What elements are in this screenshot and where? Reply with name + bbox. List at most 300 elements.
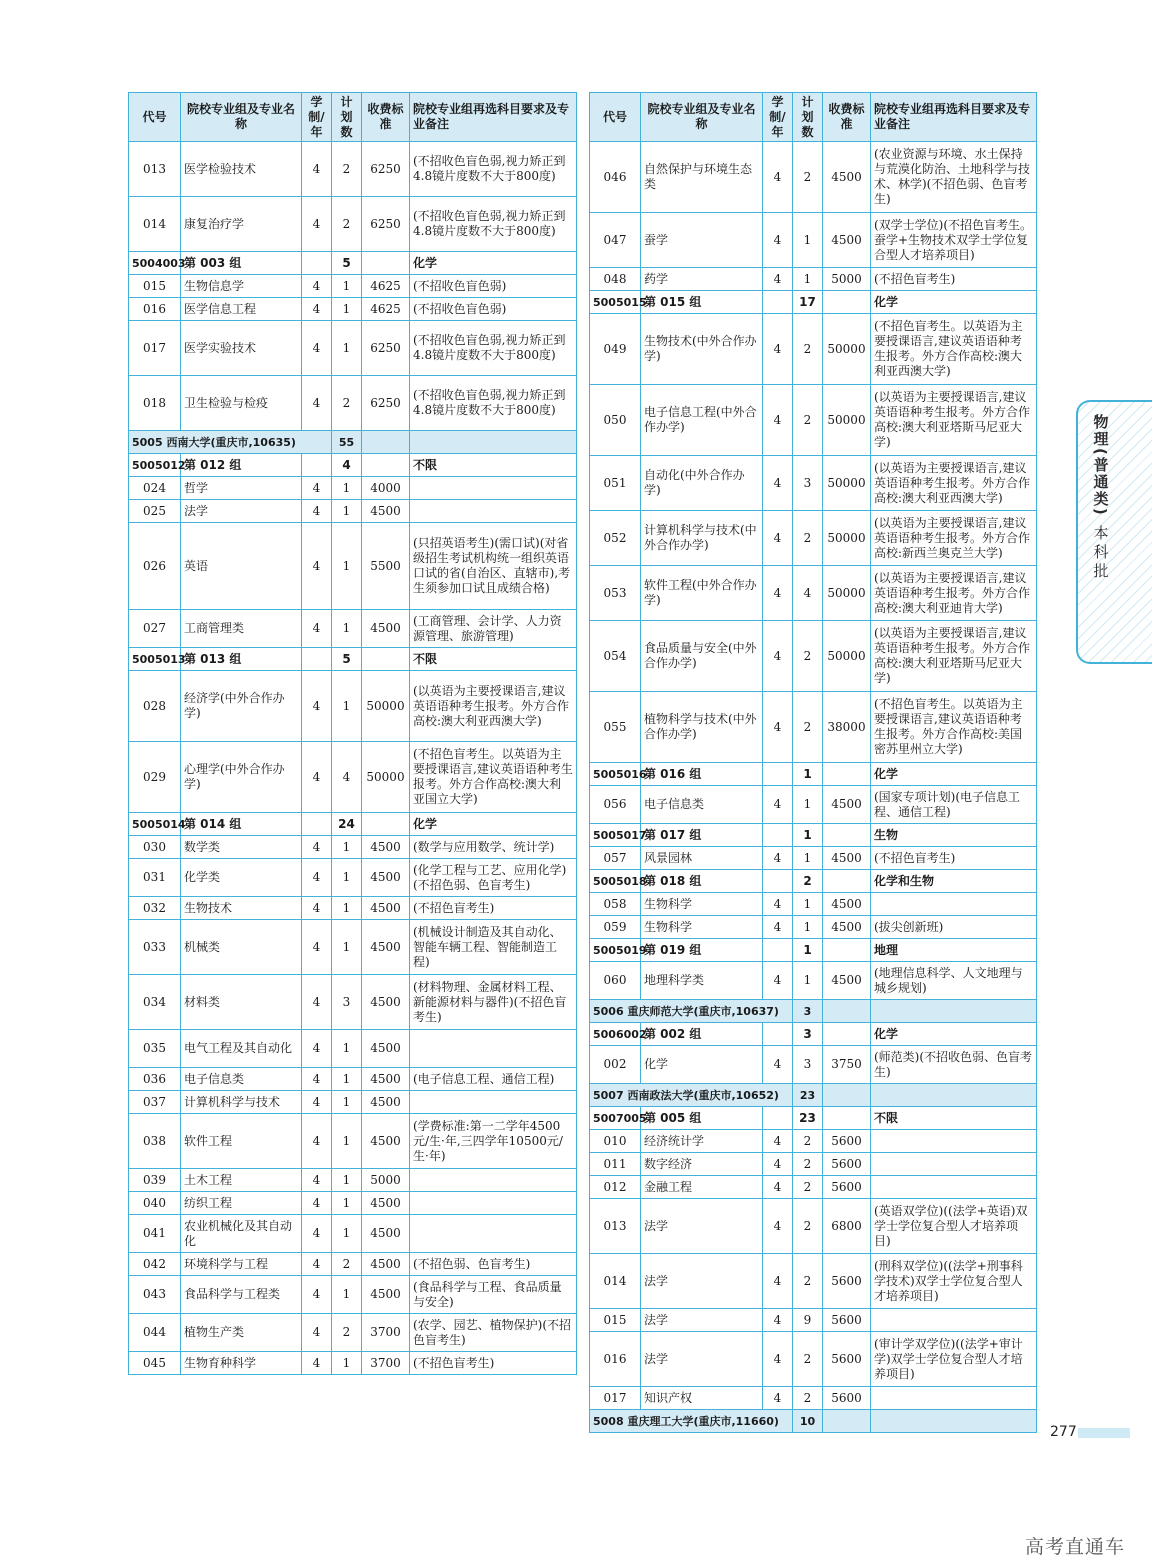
fee-cell: 50000	[823, 456, 871, 511]
code-cell: 056	[590, 786, 641, 824]
table-row	[590, 916, 1037, 939]
group-row	[129, 813, 577, 836]
plan-cell: 1	[793, 763, 823, 786]
university-row	[129, 431, 577, 454]
major-name-cell: 法学	[181, 500, 302, 523]
years-cell: 4	[302, 142, 332, 197]
group-row	[590, 870, 1037, 893]
fee-cell: 4500	[362, 1192, 410, 1215]
years-cell: 4	[763, 142, 793, 213]
major-name-cell: 第 003 组	[181, 252, 302, 275]
notes-cell: (以英语为主要授课语言,建议英语语种考生报考。外方合作高校:澳大利亚塔斯马尼亚大学)	[871, 621, 1037, 692]
notes-cell: (只招英语考生)(需口试)(对省级招生考试机构统一组织英语口试的省(自治区、直辖市),考生须参加口试且成绩合格)	[410, 523, 577, 610]
notes-cell: (以英语为主要授课语言,建议英语语种考生报考。外方合作高校:澳大利亚西澳大学)	[871, 456, 1037, 511]
plan-cell: 3	[332, 975, 362, 1030]
years-cell	[763, 1023, 793, 1046]
plan-cell: 2	[793, 314, 823, 385]
table-row	[590, 566, 1037, 621]
fee-cell: 6250	[362, 321, 410, 376]
code-cell: 055	[590, 692, 641, 763]
table-row	[129, 376, 577, 431]
fee-cell: 50000	[823, 511, 871, 566]
code-cell: 024	[129, 477, 181, 500]
table-row	[590, 213, 1037, 268]
notes-cell: (不招色盲考生。以英语为主要授课语言,建议英语语种考生报考。外方合作高校:美国密苏里州立大学)	[871, 692, 1037, 763]
fee-cell: 5600	[823, 1254, 871, 1309]
notes-cell: (电子信息工程、通信工程)	[410, 1068, 577, 1091]
code-cell: 041	[129, 1215, 181, 1253]
major-name-cell: 医学实验技术	[181, 321, 302, 376]
table-row	[129, 500, 577, 523]
plan-cell: 3	[793, 456, 823, 511]
plan-cell: 2	[793, 692, 823, 763]
fee-cell: 38000	[823, 692, 871, 763]
code-cell: 038	[129, 1114, 181, 1169]
major-name-cell: 哲学	[181, 477, 302, 500]
group-row	[590, 763, 1037, 786]
table-row	[590, 142, 1037, 213]
fee-cell: 4500	[362, 1253, 410, 1276]
code-cell: 026	[129, 523, 181, 610]
years-cell: 4	[763, 1046, 793, 1084]
fee-cell: 50000	[362, 742, 410, 813]
years-cell: 4	[302, 275, 332, 298]
code-cell: 5004003	[129, 252, 181, 275]
fee-cell	[362, 648, 410, 671]
code-cell: 045	[129, 1352, 181, 1375]
years-cell: 4	[302, 975, 332, 1030]
notes-cell	[410, 500, 577, 523]
table-row	[129, 1215, 577, 1253]
fee-cell: 50000	[823, 621, 871, 692]
table-row	[590, 1309, 1037, 1332]
years-cell: 4	[763, 1254, 793, 1309]
plan-cell: 1	[793, 916, 823, 939]
plan-cell: 2	[793, 1332, 823, 1387]
university-name-cell: 5005 西南大学(重庆市,10635)	[129, 431, 332, 454]
code-cell: 016	[129, 298, 181, 321]
plan-cell: 1	[332, 610, 362, 648]
plan-cell: 2	[793, 1387, 823, 1410]
table-row	[129, 1314, 577, 1352]
plan-cell: 2	[332, 1253, 362, 1276]
empty-cell	[871, 1084, 1037, 1107]
notes-cell	[871, 893, 1037, 916]
group-row	[590, 939, 1037, 962]
code-cell: 031	[129, 859, 181, 897]
notes-cell: 化学	[410, 813, 577, 836]
notes-cell: (双学士学位)(不招色盲考生。蚕学+生物技术双学士学位复合型人才培养项目)	[871, 213, 1037, 268]
fee-cell: 4625	[362, 298, 410, 321]
notes-cell: (不招收色盲色弱)	[410, 275, 577, 298]
code-cell: 014	[590, 1254, 641, 1309]
table-row	[590, 962, 1037, 1000]
years-cell: 4	[763, 268, 793, 291]
fee-cell: 4500	[362, 1030, 410, 1068]
major-name-cell: 计算机科学与技术	[181, 1091, 302, 1114]
code-cell: 016	[590, 1332, 641, 1387]
code-cell: 014	[129, 197, 181, 252]
major-name-cell: 医学检验技术	[181, 142, 302, 197]
years-cell: 4	[302, 1276, 332, 1314]
notes-cell: (不招收色盲色弱,视力矫正到4.8镜片度数不大于800度)	[410, 321, 577, 376]
notes-cell: (以英语为主要授课语言,建议英语语种考生报考。外方合作高校:新西兰奥克兰大学)	[871, 511, 1037, 566]
plan-cell: 2	[793, 870, 823, 893]
code-cell: 5005014	[129, 813, 181, 836]
header-plan: 计划数	[793, 93, 823, 142]
table-row	[129, 1192, 577, 1215]
plan-cell: 1	[332, 275, 362, 298]
header-name: 院校专业组及专业名称	[181, 93, 302, 142]
notes-cell: (不招收色盲色弱)	[410, 298, 577, 321]
table-row	[129, 1030, 577, 1068]
fee-cell: 4000	[362, 477, 410, 500]
table-row	[590, 511, 1037, 566]
code-cell: 032	[129, 897, 181, 920]
major-name-cell: 计算机科学与技术(中外合作办学)	[641, 511, 763, 566]
years-cell: 4	[763, 314, 793, 385]
plan-cell: 2	[793, 1199, 823, 1254]
major-name-cell: 自动化(中外合作办学)	[641, 456, 763, 511]
table-row	[129, 1352, 577, 1375]
major-name-cell: 第 012 组	[181, 454, 302, 477]
plan-cell: 1	[793, 939, 823, 962]
notes-cell: (数学与应用数学、统计学)	[410, 836, 577, 859]
header-plan: 计划数	[332, 93, 362, 142]
code-cell: 036	[129, 1068, 181, 1091]
empty-cell	[871, 1410, 1037, 1433]
fee-cell: 4500	[362, 1114, 410, 1169]
plan-cell: 2	[793, 142, 823, 213]
university-name-cell: 5008 重庆理工大学(重庆市,11660)	[590, 1410, 793, 1433]
table-row	[590, 1332, 1037, 1387]
code-cell: 5005016	[590, 763, 641, 786]
code-cell: 5007005	[590, 1107, 641, 1130]
notes-cell: 化学和生物	[871, 870, 1037, 893]
code-cell: 040	[129, 1192, 181, 1215]
code-cell: 012	[590, 1176, 641, 1199]
notes-cell: (学费标准:第一二学年4500元/生·年,三四学年10500元/生·年)	[410, 1114, 577, 1169]
notes-cell: (不招色盲考生。以英语为主要授课语言,建议英语语种考生报考。外方合作高校:澳大利亚国立大学)	[410, 742, 577, 813]
years-cell: 4	[763, 511, 793, 566]
notes-cell: (化学工程与工艺、应用化学)(不招色弱、色盲考生)	[410, 859, 577, 897]
major-name-cell: 第 018 组	[641, 870, 763, 893]
code-cell: 5005012	[129, 454, 181, 477]
plan-cell: 2	[793, 1176, 823, 1199]
header-years: 学制/年	[763, 93, 793, 142]
plan-cell: 2	[793, 1130, 823, 1153]
major-name-cell: 化学类	[181, 859, 302, 897]
fee-cell: 4500	[823, 916, 871, 939]
major-name-cell: 生物技术(中外合作办学)	[641, 314, 763, 385]
fee-cell: 3700	[362, 1314, 410, 1352]
years-cell: 4	[302, 523, 332, 610]
fee-cell: 4500	[362, 1091, 410, 1114]
plan-cell: 1	[793, 786, 823, 824]
table-row	[129, 298, 577, 321]
plan-cell: 1	[332, 500, 362, 523]
major-name-cell: 第 016 组	[641, 763, 763, 786]
plan-cell: 4	[332, 742, 362, 813]
university-row	[590, 1000, 1037, 1023]
code-cell: 5005013	[129, 648, 181, 671]
major-name-cell: 经济学(中外合作办学)	[181, 671, 302, 742]
fee-cell: 4500	[823, 786, 871, 824]
fee-cell	[823, 291, 871, 314]
code-cell: 049	[590, 314, 641, 385]
years-cell: 4	[763, 456, 793, 511]
table-row	[129, 275, 577, 298]
code-cell: 5005018	[590, 870, 641, 893]
header-years: 学制/年	[302, 93, 332, 142]
university-name-cell: 5006 重庆师范大学(重庆市,10637)	[590, 1000, 793, 1023]
years-cell	[302, 813, 332, 836]
code-cell: 5005017	[590, 824, 641, 847]
group-row	[129, 252, 577, 275]
table-row	[129, 321, 577, 376]
fee-cell: 4500	[823, 893, 871, 916]
code-cell: 017	[129, 321, 181, 376]
plan-cell: 23	[793, 1107, 823, 1130]
plan-cell: 1	[332, 1114, 362, 1169]
table-row	[129, 742, 577, 813]
header-notes: 院校专业组再选科目要求及专业备注	[871, 93, 1037, 142]
major-name-cell: 地理科学类	[641, 962, 763, 1000]
notes-cell: (师范类)(不招收色弱、色盲考生)	[871, 1046, 1037, 1084]
notes-cell	[871, 1130, 1037, 1153]
major-name-cell: 卫生检验与检疫	[181, 376, 302, 431]
table-row	[590, 1387, 1037, 1410]
major-name-cell: 农业机械化及其自动化	[181, 1215, 302, 1253]
code-cell: 060	[590, 962, 641, 1000]
fee-cell: 4500	[362, 836, 410, 859]
plan-cell: 17	[793, 291, 823, 314]
empty-cell	[823, 1000, 871, 1023]
plan-cell: 2	[332, 142, 362, 197]
plan-cell: 1	[332, 920, 362, 975]
fee-cell: 5600	[823, 1153, 871, 1176]
years-cell: 4	[302, 671, 332, 742]
group-row	[590, 1023, 1037, 1046]
notes-cell: (食品科学与工程、食品质量与安全)	[410, 1276, 577, 1314]
years-cell	[763, 291, 793, 314]
fee-cell	[362, 813, 410, 836]
table-row	[129, 920, 577, 975]
section-side-tab	[1076, 400, 1152, 664]
years-cell: 4	[302, 1253, 332, 1276]
fee-cell: 4500	[362, 1068, 410, 1091]
table-header-row	[590, 93, 1037, 142]
years-cell: 4	[763, 566, 793, 621]
table-row	[590, 314, 1037, 385]
code-cell: 028	[129, 671, 181, 742]
code-cell: 5006002	[590, 1023, 641, 1046]
plan-cell: 1	[332, 1192, 362, 1215]
code-cell: 025	[129, 500, 181, 523]
code-cell: 5005019	[590, 939, 641, 962]
plan-cell: 1	[332, 1215, 362, 1253]
years-cell: 4	[763, 893, 793, 916]
major-name-cell: 自然保护与环境生态类	[641, 142, 763, 213]
fee-cell	[823, 870, 871, 893]
fee-cell: 4500	[362, 975, 410, 1030]
table-row	[590, 1130, 1037, 1153]
major-name-cell: 风景园林	[641, 847, 763, 870]
major-name-cell: 机械类	[181, 920, 302, 975]
code-cell: 5005015	[590, 291, 641, 314]
major-name-cell: 蚕学	[641, 213, 763, 268]
plan-cell: 1	[332, 1169, 362, 1192]
plan-cell: 10	[793, 1410, 823, 1433]
notes-cell	[410, 1169, 577, 1192]
header-fee: 收费标准	[823, 93, 871, 142]
plan-cell: 1	[332, 298, 362, 321]
years-cell: 4	[302, 197, 332, 252]
major-name-cell: 第 015 组	[641, 291, 763, 314]
table-row	[129, 897, 577, 920]
code-cell: 033	[129, 920, 181, 975]
years-cell: 4	[302, 1314, 332, 1352]
code-cell: 046	[590, 142, 641, 213]
years-cell: 4	[302, 836, 332, 859]
fee-cell: 4500	[362, 920, 410, 975]
major-name-cell: 生物信息学	[181, 275, 302, 298]
code-cell: 018	[129, 376, 181, 431]
plan-cell: 2	[332, 376, 362, 431]
plan-cell: 1	[332, 1091, 362, 1114]
plan-cell: 1	[793, 962, 823, 1000]
plan-cell: 3	[793, 1046, 823, 1084]
plan-cell: 4	[332, 454, 362, 477]
group-row	[590, 1107, 1037, 1130]
table-row	[590, 1199, 1037, 1254]
plan-cell: 1	[332, 859, 362, 897]
years-cell: 4	[763, 213, 793, 268]
code-cell: 051	[590, 456, 641, 511]
major-name-cell: 材料类	[181, 975, 302, 1030]
fee-cell: 4500	[362, 897, 410, 920]
plan-cell: 1	[332, 1352, 362, 1375]
fee-cell: 4500	[823, 847, 871, 870]
years-cell: 4	[763, 962, 793, 1000]
major-name-cell: 纺织工程	[181, 1192, 302, 1215]
header-notes: 院校专业组再选科目要求及专业备注	[410, 93, 577, 142]
table-row	[590, 268, 1037, 291]
table-row	[590, 1046, 1037, 1084]
years-cell: 4	[763, 847, 793, 870]
major-name-cell: 植物科学与技术(中外合作办学)	[641, 692, 763, 763]
plan-cell: 1	[332, 1030, 362, 1068]
code-cell: 042	[129, 1253, 181, 1276]
years-cell: 4	[302, 477, 332, 500]
table-row	[129, 1169, 577, 1192]
header-code: 代号	[590, 93, 641, 142]
fee-cell: 5600	[823, 1309, 871, 1332]
notes-cell	[871, 1309, 1037, 1332]
fee-cell: 6250	[362, 142, 410, 197]
group-row	[590, 824, 1037, 847]
table-row	[590, 893, 1037, 916]
table-row	[590, 786, 1037, 824]
years-cell: 4	[763, 786, 793, 824]
notes-cell: 不限	[410, 454, 577, 477]
code-cell: 054	[590, 621, 641, 692]
table-row	[129, 610, 577, 648]
code-cell: 029	[129, 742, 181, 813]
fee-cell: 50000	[362, 671, 410, 742]
notes-cell	[871, 1176, 1037, 1199]
years-cell: 4	[302, 859, 332, 897]
major-name-cell: 数字经济	[641, 1153, 763, 1176]
plan-cell: 5	[332, 648, 362, 671]
plan-cell: 1	[793, 893, 823, 916]
years-cell: 4	[302, 1192, 332, 1215]
notes-cell: 生物	[871, 824, 1037, 847]
plan-cell: 2	[793, 385, 823, 456]
table-row	[129, 1253, 577, 1276]
code-cell: 050	[590, 385, 641, 456]
notes-cell	[410, 1215, 577, 1253]
university-row	[590, 1084, 1037, 1107]
plan-cell: 1	[332, 897, 362, 920]
years-cell: 4	[763, 1130, 793, 1153]
notes-cell: (不招色盲考生。以英语为主要授课语言,建议英语语种考生报考。外方合作高校:澳大利亚西澳大学)	[871, 314, 1037, 385]
fee-cell: 4500	[362, 500, 410, 523]
years-cell: 4	[302, 1091, 332, 1114]
plan-cell: 1	[793, 847, 823, 870]
years-cell: 4	[763, 385, 793, 456]
table-row	[129, 477, 577, 500]
notes-cell: 不限	[871, 1107, 1037, 1130]
plan-cell: 2	[332, 197, 362, 252]
fee-cell	[823, 1107, 871, 1130]
years-cell	[302, 252, 332, 275]
major-name-cell: 第 013 组	[181, 648, 302, 671]
notes-cell: (材料物理、金属材料工程、新能源材料与器件)(不招色盲考生)	[410, 975, 577, 1030]
notes-cell	[410, 1091, 577, 1114]
fee-cell	[823, 763, 871, 786]
notes-cell	[871, 1153, 1037, 1176]
plan-cell: 5	[332, 252, 362, 275]
fee-cell	[823, 824, 871, 847]
code-cell: 048	[590, 268, 641, 291]
code-cell: 010	[590, 1130, 641, 1153]
years-cell: 4	[302, 298, 332, 321]
fee-cell: 3750	[823, 1046, 871, 1084]
plan-cell: 1	[793, 213, 823, 268]
years-cell: 4	[302, 610, 332, 648]
notes-cell: (不招色弱、色盲考生)	[410, 1253, 577, 1276]
code-cell: 015	[129, 275, 181, 298]
notes-cell	[410, 1030, 577, 1068]
notes-cell	[871, 1387, 1037, 1410]
fee-cell: 5600	[823, 1130, 871, 1153]
university-row	[590, 1410, 1037, 1433]
notes-cell: 化学	[871, 1023, 1037, 1046]
left-admission-table	[128, 92, 577, 1375]
table-row	[590, 385, 1037, 456]
plan-cell: 2	[793, 1153, 823, 1176]
notes-cell: (农业资源与环境、水土保持与荒漠化防治、土地科学与技术、林学)(不招色弱、色盲考生)	[871, 142, 1037, 213]
major-name-cell: 生物科学	[641, 893, 763, 916]
plan-cell: 1	[332, 321, 362, 376]
code-cell: 027	[129, 610, 181, 648]
major-name-cell: 化学	[641, 1046, 763, 1084]
major-name-cell: 法学	[641, 1254, 763, 1309]
code-cell: 017	[590, 1387, 641, 1410]
table-row	[129, 671, 577, 742]
notes-cell: (不招色盲考生)	[410, 897, 577, 920]
